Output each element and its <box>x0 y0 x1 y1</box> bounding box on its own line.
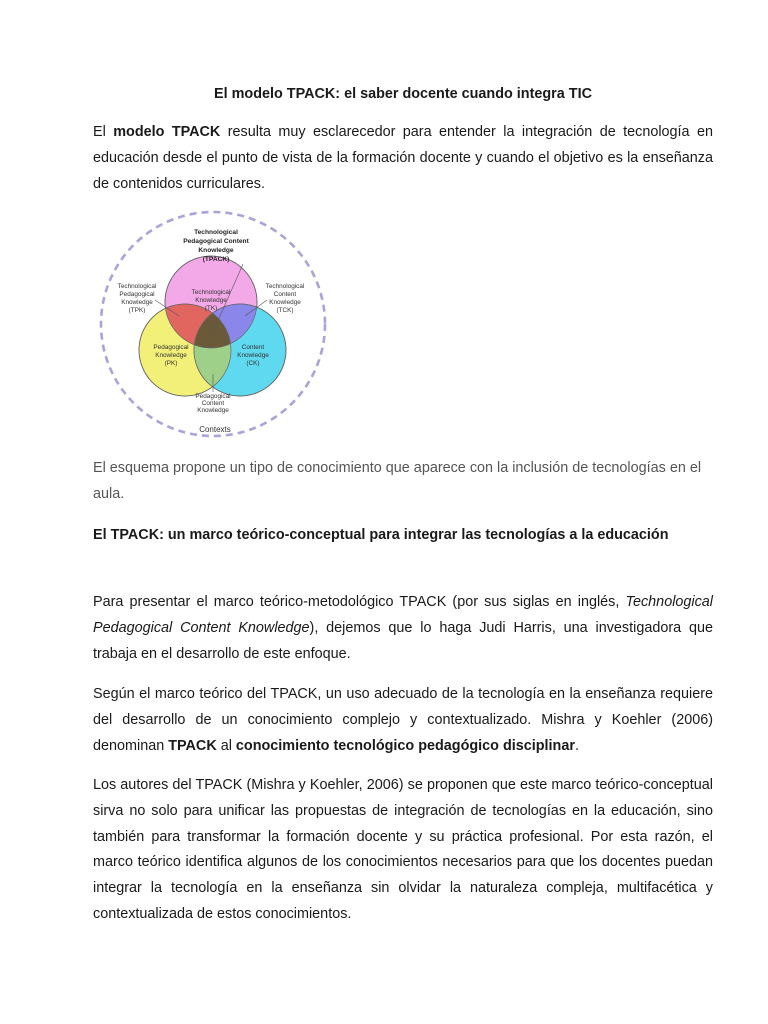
pk-label-line3: (PK) <box>164 360 178 367</box>
tpack-venn-diagram <box>93 204 333 440</box>
tpk-label-line3: Knowledge <box>121 299 153 306</box>
bold-tpack: TPACK <box>168 737 217 754</box>
bold-definition: conocimiento tecnológico pedagógico disciplinar <box>235 737 575 754</box>
intro-paragraph: El modelo TPACK resulta muy esclarecedor para entender la integración de tecnología en educación desde el punto de vista de la formación docente y cuando el objetivo es la enseñanza de contenidos curriculares. <box>93 124 713 192</box>
page-title: El modelo TPACK: el saber docente cuando integra TIC <box>214 86 592 102</box>
tck-label-line2: Content <box>273 291 297 298</box>
paragraph-authors: Los autores del TPACK (Mishra y Koehler, 2006) se proponen que este marco teórico-conceptual sirva no solo para unificar las propuestas de integración de tecnologías en la educación, sino también para transformar la formación docente y su práctica profesional. Por esta razón, el marco teórico identifica algunos de los conocimientos necesarios para que los docentes puedan integrar la tecnología en la enseñanza sin olvidar la naturaleza compleja, multifacética y contextualizada de estos conocimientos. <box>93 777 713 922</box>
intro-bold-term: modelo TPACK <box>113 124 221 140</box>
tpk-label-line2: Pedagogical <box>119 291 155 298</box>
pck-label-line3: Knowledge <box>197 407 229 414</box>
ck-label-line2: Knowledge <box>237 352 269 359</box>
tck-label-line4: (TCK) <box>276 307 294 314</box>
pck-label-line1: Pedagogical <box>195 393 231 400</box>
ck-label-line1: Content <box>241 344 265 351</box>
tck-label-line1: Technological <box>265 283 305 290</box>
paragraph-mishra-koehler: Según el marco teórico del TPACK, un uso adecuado de la tecnología en la enseñanza requiere del desarrollo de un conocimiento complejo y contextualizado. Mishra y Koehler (2006) denominan TPACK al conocimiento tecnológico pedagógico disciplinar. <box>93 686 713 754</box>
paragraph-harris: Para presentar el marco teórico-metodológico TPACK (por sus siglas en inglés, Technological Pedagogical Content Knowledge), dejemos que lo haga Judi Harris, una investigadora que trabaja en el desarrollo de este enfoque. <box>93 594 713 662</box>
tk-label-line3: (TK) <box>204 305 218 312</box>
tpack-label-line4: (TPACK) <box>202 256 230 263</box>
pk-label-line2: Knowledge <box>155 352 187 359</box>
tpack-venn-svg <box>93 204 333 440</box>
section-heading: El TPACK: un marco teórico-conceptual para integrar las tecnologías a la educación <box>93 527 669 543</box>
tck-label-line3: Knowledge <box>269 299 301 306</box>
tk-label-line1: Technological <box>191 289 231 296</box>
ck-label-line3: (CK) <box>246 360 260 367</box>
tpk-label-line4: (TPK) <box>128 307 146 314</box>
tpack-label-line2: Pedagogical Content <box>183 238 249 245</box>
diagram-caption: El esquema propone un tipo de conocimiento que aparece con la inclusión de tecnologías en el aula. <box>93 460 702 502</box>
tpk-label-line1: Technological <box>117 283 157 290</box>
tpack-label-line3: Knowledge <box>198 247 234 254</box>
pck-label-line2: Content <box>201 400 225 407</box>
tpack-label-line1: Technological <box>194 229 238 236</box>
italic-term: Technological Pedagogical Content Knowledge <box>93 594 713 636</box>
contexts-label: Contexts <box>199 425 231 434</box>
pk-label-line1: Pedagogical <box>153 344 189 351</box>
tk-label-line2: Knowledge <box>195 297 227 304</box>
